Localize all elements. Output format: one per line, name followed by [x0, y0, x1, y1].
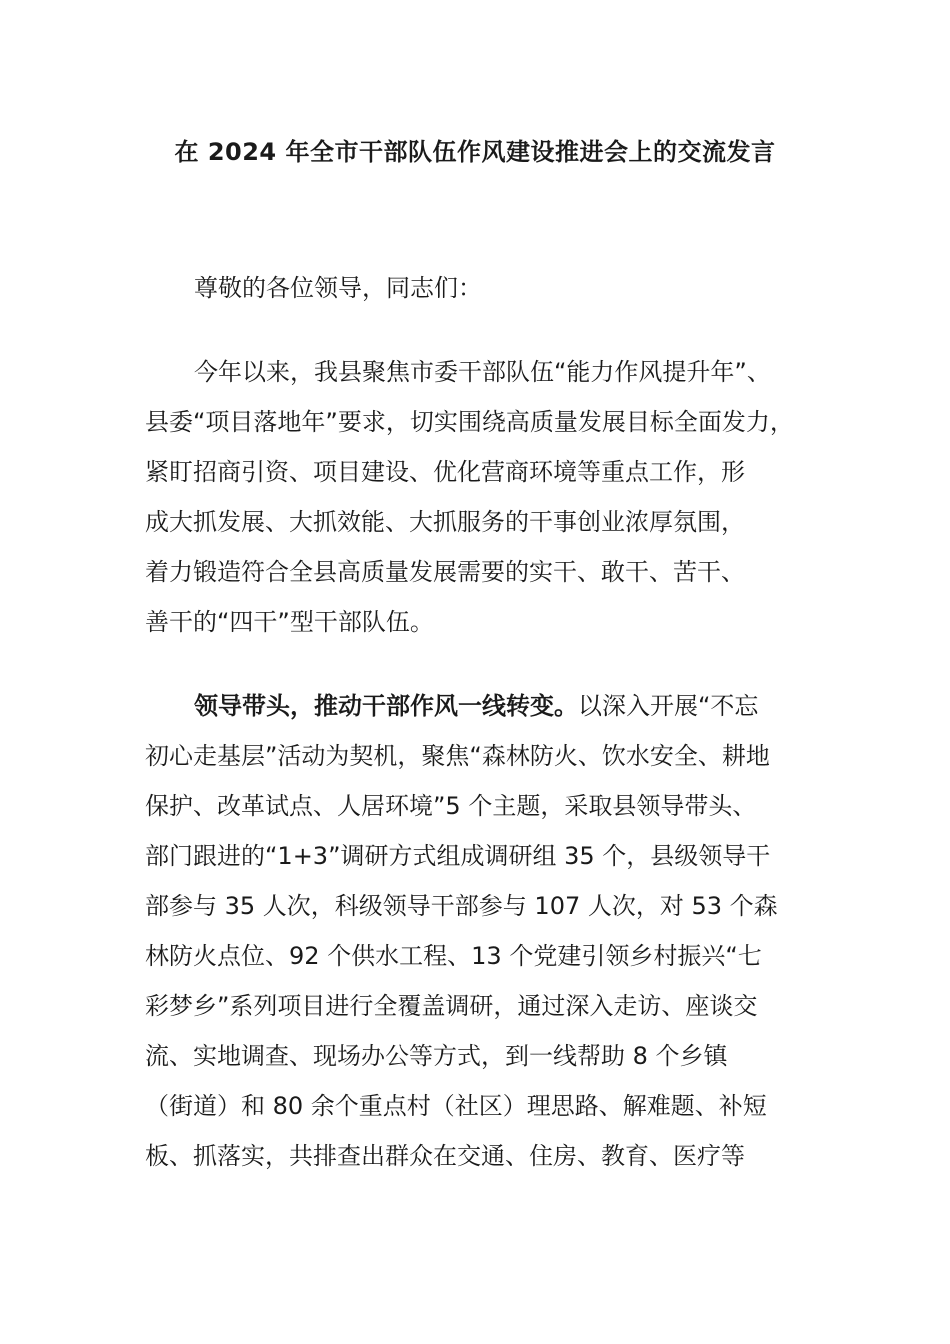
- paragraph2-line-9: （街道）和 80 余个重点村（社区）理思路、解难题、补短: [145, 1092, 767, 1120]
- paragraph2-lead: 领导带头，推动干部作风一线转变。: [194, 692, 578, 720]
- paragraph2-line-5: 部参与 35 人次，科级领导干部参与 107 人次，对 53 个森: [145, 892, 778, 920]
- paragraph2-line-7: 彩梦乡”系列项目进行全覆盖调研，通过深入走访、座谈交: [145, 992, 758, 1020]
- paragraph2-line-3: 保护、改革试点、人居环境”5 个主题，采取县领导带头、: [145, 792, 757, 820]
- paragraph1-line-4: 成大抓发展、大抓效能、大抓服务的干事创业浓厚氛围，: [145, 508, 745, 536]
- paragraph2-line-4: 部门跟进的“1+3”调研方式组成调研组 35 个，县级领导干: [145, 842, 771, 870]
- salutation: 尊敬的各位领导，同志们：: [194, 274, 482, 302]
- paragraph1-line-3: 紧盯招商引资、项目建设、优化营商环境等重点工作，形: [145, 458, 745, 486]
- paragraph2-line-2: 初心走基层”活动为契机，聚焦“森林防火、饮水安全、耕地: [145, 742, 770, 770]
- paragraph1-line-5: 着力锻造符合全县高质量发展需要的实干、敢干、苦干、: [145, 558, 745, 586]
- paragraph2-first-rest: 以深入开展“不忘: [578, 692, 759, 720]
- paragraph1-line-2: 县委“项目落地年”要求，切实围绕高质量发展目标全面发力，: [145, 408, 794, 436]
- paragraph2-line-8: 流、实地调查、现场办公等方式，到一线帮助 8 个乡镇: [145, 1042, 728, 1070]
- paragraph2-line-10: 板、抓落实，共排查出群众在交通、住房、教育、医疗等: [145, 1142, 745, 1170]
- paragraph1-line-6: 善干的“四干”型干部队伍。: [145, 608, 434, 636]
- paragraph2-line-1: [194, 686, 758, 726]
- document-title: 在 2024 年全市干部队伍作风建设推进会上的交流发言: [174, 138, 776, 166]
- paragraph1-line-1: 今年以来，我县聚焦市委干部队伍“能力作风提升年”、: [194, 358, 771, 386]
- paragraph2-line-6: 林防火点位、92 个供水工程、13 个党建引领乡村振兴“七: [145, 942, 762, 970]
